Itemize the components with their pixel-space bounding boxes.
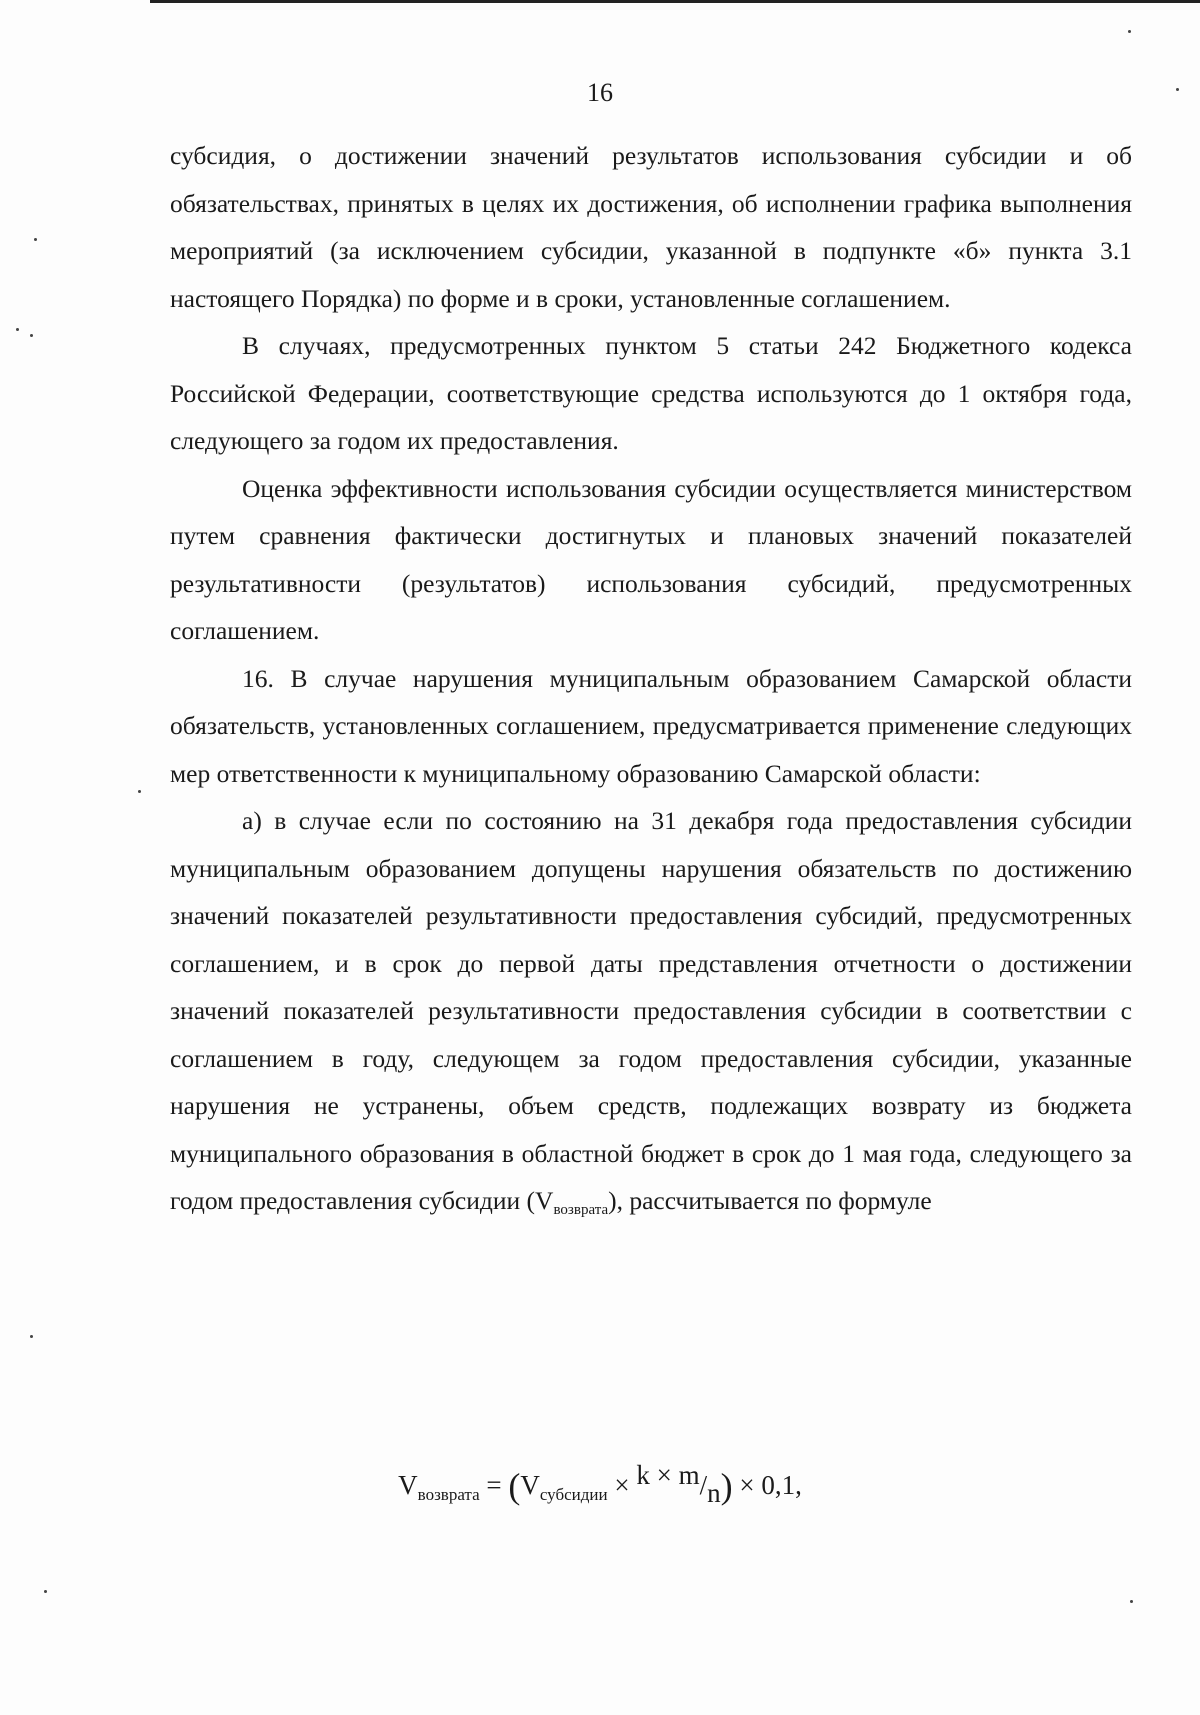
subitem-a-subscript: возврата [553, 1202, 609, 1218]
scan-speck [30, 334, 33, 337]
page-number: 16 [587, 78, 613, 107]
scan-speck [1128, 30, 1131, 33]
formula-k: k [636, 1460, 650, 1490]
paragraph-item-16: 16. В случае нарушения муниципальным образованием Самарской области обязательств, установленных соглашением, предусматривается применение следующих мер ответственности к муниципальному образованию Самарской области: [170, 663, 1132, 788]
formula-lhs-sub: возврата [417, 1485, 480, 1504]
scan-speck [44, 1590, 47, 1593]
formula-tail: × 0,1, [739, 1470, 802, 1500]
paragraph-budget-code: В случаях, предусмотренных пунктом 5 статьи 242 Бюджетного кодекса Российской Федерации, соответствующие средства используются до 1 октября года, следующего за годом их предоставления. [170, 331, 1132, 455]
formula-close-paren: ) [720, 1466, 733, 1506]
formula-rhs-var: V [520, 1470, 540, 1500]
refund-formula [0, 1460, 1200, 1509]
subitem-a-text: а) в случае если по состоянию на 31 декабря года предоставления субсидии муниципальным образованием допущены нарушения обязательств по достижению значений показателей результативности предоставления субсидий, предусмотренных соглашением, и в срок до первой даты представления отчетности о достижении значений показателей результативности предоставления субсидии в соответствии с соглашением в году, следующем за годом предоставления субсидии, указанные нарушения не устранены, объем средств, подлежащих возврату из бюджета муниципального образования в областной бюджет в срок до 1 мая года, следующего за годом предоставления субсидии (V [170, 806, 1132, 1215]
scan-speck [34, 238, 37, 241]
formula-times-1: × [614, 1470, 630, 1500]
subitem-a-tail: ), рассчитывается по формуле [608, 1186, 932, 1215]
scan-speck [16, 328, 19, 331]
paragraph-efficiency: Оценка эффективности использования субсидии осуществляется министерством путем сравнения фактически достигнутых и плановых значений показателей результативности (результатов) использования субсидий, предусмотренных соглашением. [170, 473, 1132, 645]
scan-speck [138, 790, 141, 793]
formula-slash: / [699, 1470, 708, 1500]
formula-equals: = [486, 1470, 502, 1500]
formula-m: m [678, 1460, 700, 1490]
formula-n: n [707, 1478, 721, 1508]
scan-speck [1176, 88, 1179, 91]
document-body [170, 132, 1132, 1235]
scan-speck [30, 1335, 33, 1338]
formula-lhs-var: V [398, 1470, 418, 1500]
formula-open-paren: ( [508, 1466, 521, 1506]
scan-speck [1130, 1600, 1133, 1603]
formula-times-2: × [656, 1460, 672, 1490]
formula-rhs-sub: субсидии [539, 1485, 608, 1504]
paragraph-subitem-a [170, 797, 1132, 1235]
paragraph-continuation: субсидия, о достижении значений результатов использования субсидии и об обязательствах, принятых в целях их достижения, об исполнении графика выполнения мероприятий (за исключением субсидии, указанной в подпункте «б» пункта 3.1 настоящего Порядка) по форме и в сроки, установленные соглашением. [170, 141, 1132, 313]
top-border-line [150, 0, 1200, 3]
